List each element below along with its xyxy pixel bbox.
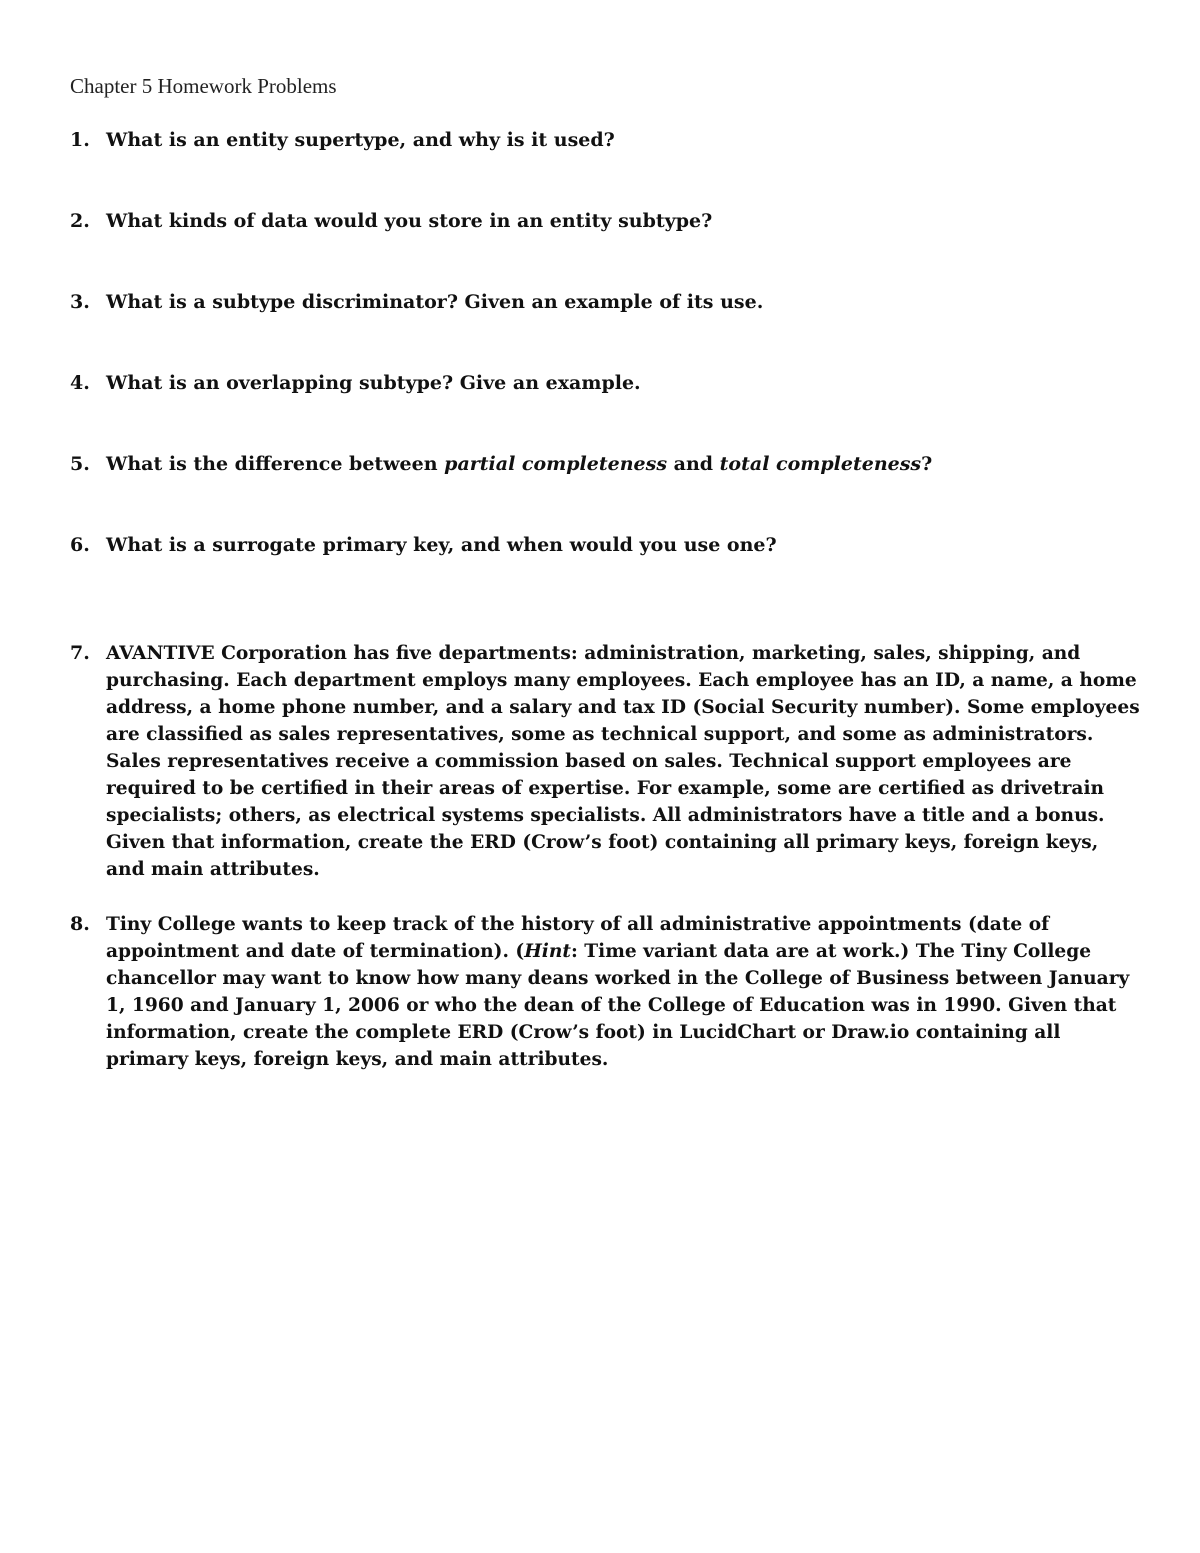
question-text-start: What is the difference between bbox=[106, 453, 445, 475]
question-2 bbox=[70, 208, 1140, 235]
question-number: 8. bbox=[70, 913, 90, 935]
question-text: AVANTIVE Corporation has five departments: administration, marketing, sales, shipping, and purchasing. Each department employs many employees. Each employee has an ID, a name, a home address, a home phone number, and a salary and tax ID (Social Security number). Some employees are classified as sales representatives, some as technical support, and some as administrators. Sales representatives receive a commission based on sales. Technical support employees are required to be certified in their areas of expertise. For example, some are certified as drivetrain specialists; others, as electrical systems specialists. All administrators have a title and a bonus. Given that information, create the ERD (Crow’s foot) containing all primary keys, foreign keys, and main attributes. bbox=[106, 643, 1140, 880]
question-text-end: : Time variant data are at work.) The Tiny College chancellor may want to know how many deans worked in the College of Business between January 1, 1960 and January 1, 2006 or who the dean of the College of Education was in 1990. Given that information, create the complete ERD (Crow’s foot) in LucidChart or Draw.io containing all primary keys, foreign keys, and main attributes. bbox=[106, 941, 1130, 1070]
question-text: What kinds of data would you store in an entity subtype? bbox=[106, 210, 713, 232]
question-6 bbox=[70, 532, 1140, 559]
question-text: What is a subtype discriminator? Given an example of its use. bbox=[106, 291, 764, 313]
question-number: 6. bbox=[70, 534, 90, 556]
hint-label: Hint bbox=[524, 941, 571, 962]
question-text bbox=[106, 451, 1140, 478]
question-text-end: ? bbox=[921, 453, 933, 475]
term-partial-completeness: partial completeness bbox=[444, 453, 668, 475]
question-text: What is an overlapping subtype? Give an example. bbox=[106, 372, 641, 394]
question-text: What is a surrogate primary key, and when would you use one? bbox=[106, 534, 777, 556]
question-number: 3. bbox=[70, 291, 90, 313]
question-number: 5. bbox=[70, 453, 90, 475]
question-4 bbox=[70, 370, 1140, 397]
question-1 bbox=[70, 127, 1140, 154]
question-5 bbox=[70, 451, 1140, 478]
term-total-completeness: total completeness bbox=[719, 453, 922, 475]
question-3 bbox=[70, 289, 1140, 316]
question-text-middle: and bbox=[667, 453, 720, 475]
question-text: What is an entity supertype, and why is it used? bbox=[106, 129, 615, 151]
question-7 bbox=[70, 640, 1140, 883]
document-title: Chapter 5 Homework Problems bbox=[70, 74, 337, 98]
question-8 bbox=[70, 911, 1140, 1073]
question-number: 7. bbox=[70, 642, 90, 664]
question-number: 2. bbox=[70, 210, 90, 232]
question-text bbox=[106, 911, 1140, 1073]
question-number: 1. bbox=[70, 129, 90, 151]
question-text-start: Tiny College wants to keep track of the history of all administrative appointments (date of appointment and date of termination). ( bbox=[106, 914, 1050, 962]
question-number: 4. bbox=[70, 372, 90, 394]
